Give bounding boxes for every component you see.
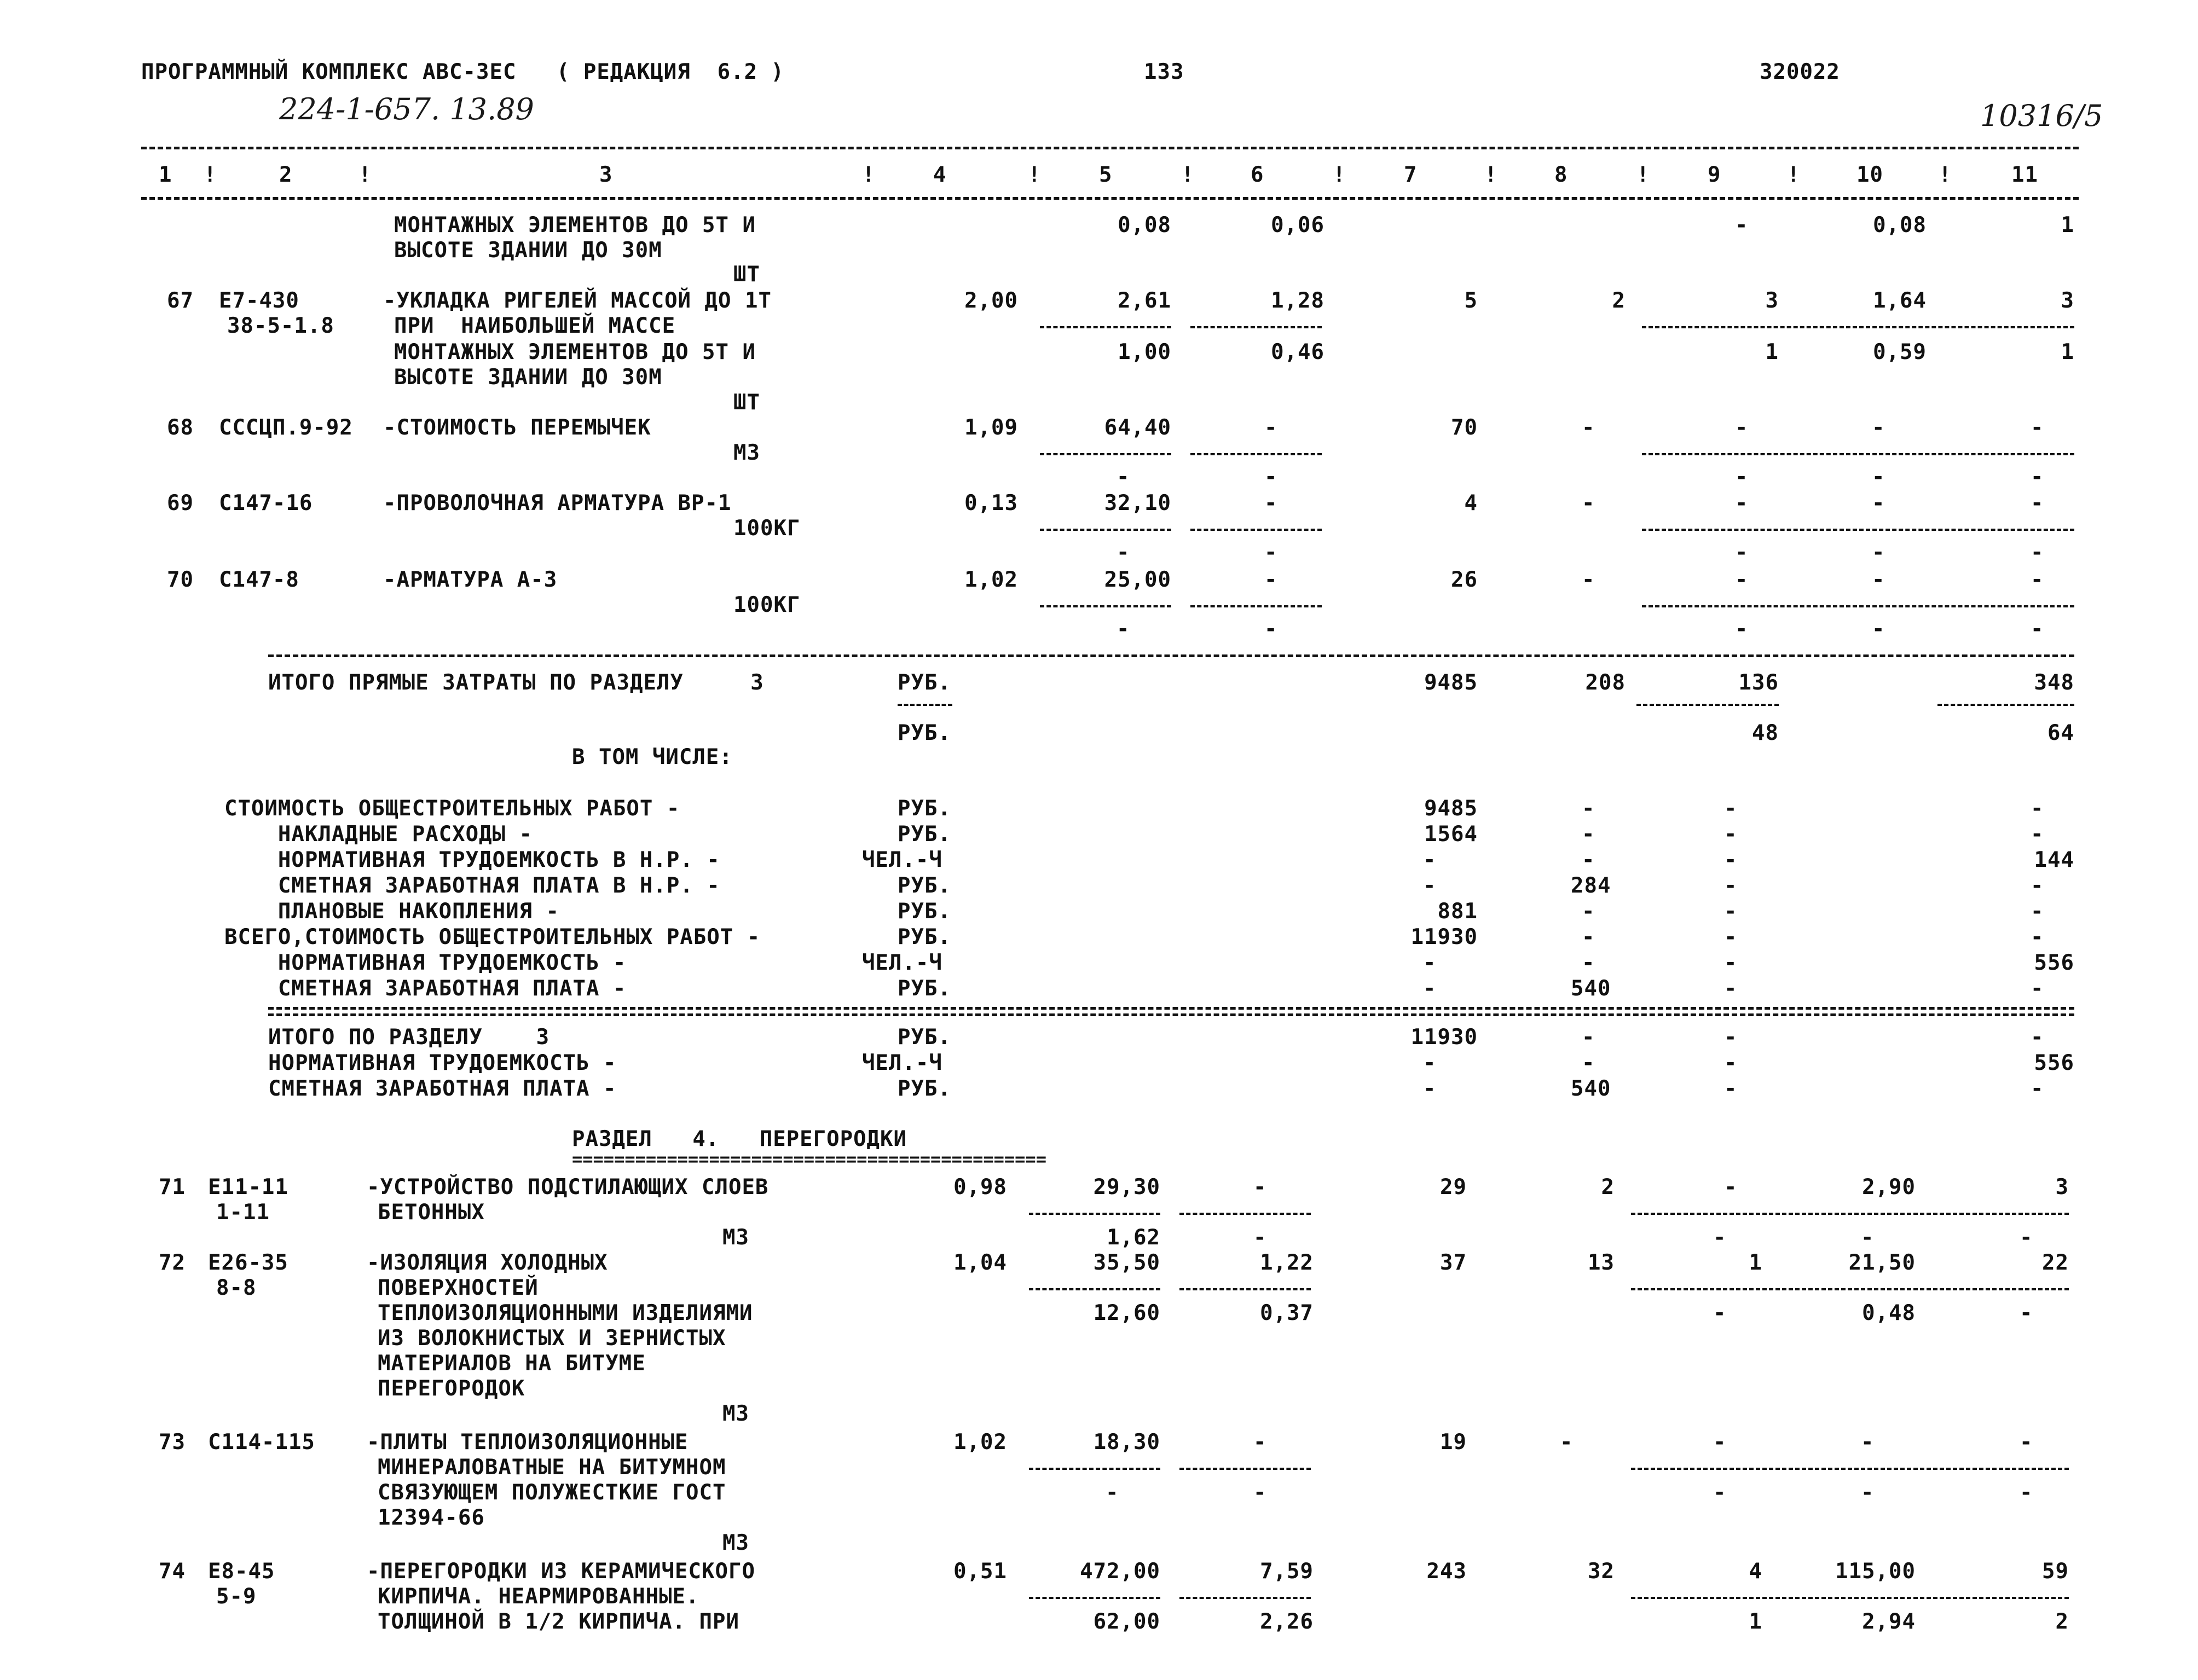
cell-c11b: - bbox=[2020, 1301, 2033, 1325]
cell-c11b: - bbox=[2031, 617, 2044, 641]
cell-c11: - bbox=[2031, 415, 2044, 440]
cell-c4: 0,98 bbox=[953, 1175, 1007, 1200]
unit-label: М3 bbox=[733, 441, 760, 465]
cell-c6b: - bbox=[1253, 1480, 1267, 1505]
breakdown-c7: - bbox=[1423, 873, 1437, 898]
breakdown-unit: ЧЕЛ.-Ч bbox=[862, 848, 942, 872]
section-total-c8: - bbox=[1582, 1025, 1595, 1050]
cell-c4: 1,02 bbox=[964, 567, 1018, 592]
breakdown-c8: - bbox=[1582, 796, 1595, 821]
cell-c9: - bbox=[1724, 1175, 1738, 1200]
cell-divider bbox=[1029, 1597, 1160, 1599]
cell-c6: 7,59 bbox=[1260, 1559, 1314, 1584]
cell-c8: 13 bbox=[1588, 1250, 1615, 1275]
item-text: -АРМАТУРА А-3 bbox=[383, 567, 558, 592]
item-text: ПРИ НАИБОЛЬШЕЙ МАССЕ bbox=[394, 314, 676, 338]
cell-c10: 0,59 bbox=[1873, 340, 1927, 364]
cell-c11: 1 bbox=[2061, 340, 2074, 364]
cell-divider bbox=[1631, 1288, 2069, 1290]
breakdown-c11: - bbox=[2031, 925, 2044, 949]
cell-c6b: - bbox=[1264, 617, 1278, 641]
breakdown-c11: - bbox=[2031, 873, 2044, 898]
cell-divider bbox=[1179, 1597, 1311, 1599]
cell-c10: - bbox=[1861, 1430, 1875, 1455]
total-direct-c8: 208 bbox=[1585, 670, 1626, 695]
col-2: 2 bbox=[279, 163, 293, 187]
cell-divider bbox=[1642, 529, 2074, 531]
section-rule bbox=[268, 654, 2074, 657]
cell-c5b: - bbox=[1106, 1480, 1119, 1505]
row-code-2: 8-8 bbox=[216, 1276, 257, 1300]
col-11: 11 bbox=[2011, 163, 2038, 187]
cell-c4: 0,13 bbox=[964, 491, 1018, 515]
breakdown-c7: 1564 bbox=[1424, 822, 1478, 847]
cell-divider bbox=[1642, 453, 2074, 455]
cell-c4: 1,09 bbox=[964, 415, 1018, 440]
total-direct-label: ИТОГО ПРЯМЫЕ ЗАТРАТЫ ПО РАЗДЕЛУ 3 bbox=[268, 670, 764, 695]
row-code: Е7-430 bbox=[219, 288, 299, 313]
total-direct-c9: 136 bbox=[1738, 670, 1779, 695]
breakdown-label: СТОИМОСТЬ ОБЩЕСТРОИТЕЛЬНЫХ РАБОТ - bbox=[224, 796, 680, 821]
cell-divider bbox=[1040, 453, 1171, 455]
breakdown-unit: РУБ. bbox=[898, 822, 951, 847]
cell-c11: 3 bbox=[2055, 1175, 2069, 1200]
handwritten-sheet-number: 10316/5 bbox=[1980, 99, 2103, 133]
cell-c5: 472,00 bbox=[1080, 1559, 1160, 1584]
cell-c8: 32 bbox=[1588, 1559, 1615, 1584]
breakdown-c8: - bbox=[1582, 848, 1595, 872]
item-text: МИНЕРАЛОВАТНЫЕ НА БИТУМНОМ bbox=[378, 1455, 726, 1480]
cell-c6: - bbox=[1264, 567, 1278, 592]
breakdown-unit: РУБ. bbox=[898, 925, 951, 949]
cell-divider bbox=[1190, 453, 1322, 455]
cell-c5b: - bbox=[1117, 465, 1130, 489]
cell-c10b: - bbox=[1861, 1225, 1875, 1250]
section-total-c11: - bbox=[2031, 1076, 2044, 1101]
cell-c6b: 2,26 bbox=[1260, 1609, 1314, 1634]
cell-c11: 22 bbox=[2042, 1250, 2069, 1275]
cell-c7: 37 bbox=[1440, 1250, 1467, 1275]
section-total-unit: РУБ. bbox=[898, 1076, 951, 1101]
row-number: 68 bbox=[167, 415, 194, 440]
cell-c7: 243 bbox=[1426, 1559, 1467, 1584]
cell-c9b: - bbox=[1735, 617, 1749, 641]
unit-label: М3 bbox=[722, 1225, 749, 1250]
row-code: Е8-45 bbox=[208, 1559, 275, 1584]
cell-c9b: - bbox=[1735, 465, 1749, 489]
cell-c7: 26 bbox=[1451, 567, 1478, 592]
cell-c10b: - bbox=[1872, 540, 1885, 565]
col-sep: ! bbox=[1333, 163, 1346, 187]
breakdown-c8: 284 bbox=[1571, 873, 1611, 898]
cell-c6: - bbox=[1264, 415, 1278, 440]
item-text: 12394-66 bbox=[378, 1505, 485, 1530]
section-rule bbox=[268, 1007, 2074, 1010]
section-total-label: ИТОГО ПО РАЗДЕЛУ 3 bbox=[268, 1025, 550, 1050]
item-text: ВЫСОТЕ ЗДАНИИ ДО 30М bbox=[394, 365, 662, 390]
cell-divider bbox=[1179, 1288, 1311, 1290]
row-code-2: 1-11 bbox=[216, 1200, 270, 1225]
total-direct-c7: 9485 bbox=[1424, 670, 1478, 695]
total-direct-c11: 348 bbox=[2034, 670, 2074, 695]
section-total-c9: - bbox=[1724, 1076, 1738, 1101]
section-total-unit: РУБ. bbox=[898, 1025, 951, 1050]
cell-c9b: - bbox=[1713, 1225, 1727, 1250]
cell-c5: 35,50 bbox=[1093, 1250, 1160, 1275]
section-heading-underline: ============================================= bbox=[572, 1149, 1046, 1169]
col-3: 3 bbox=[599, 163, 613, 187]
program-title: ПРОГРАММНЫЙ КОМПЛЕКС АВС-ЗЕС ( РЕДАКЦИЯ 6.2 ) bbox=[141, 60, 785, 84]
breakdown-c11: - bbox=[2031, 976, 2044, 1001]
section-total-c11: - bbox=[2031, 1025, 2044, 1050]
cell-c10: 2,90 bbox=[1862, 1175, 1916, 1200]
row-code: С114-115 bbox=[208, 1430, 315, 1455]
col-sep: ! bbox=[204, 163, 217, 187]
cell-c4: 1,02 bbox=[953, 1430, 1007, 1455]
cell-c5b: 12,60 bbox=[1093, 1301, 1160, 1325]
item-text: -ПЕРЕГОРОДКИ ИЗ КЕРАМИЧЕСКОГО bbox=[367, 1559, 755, 1584]
col-9: 9 bbox=[1708, 163, 1721, 187]
cell-c5b: - bbox=[1117, 540, 1130, 565]
cell-c9: 4 bbox=[1749, 1559, 1762, 1584]
col-6: 6 bbox=[1251, 163, 1264, 187]
cell-c10: - bbox=[1872, 415, 1885, 440]
cell-c6: - bbox=[1264, 491, 1278, 515]
section-total-label: НОРМАТИВНАЯ ТРУДОЕМКОСТЬ - bbox=[268, 1051, 617, 1075]
cell-c6: 1,28 bbox=[1271, 288, 1324, 313]
breakdown-label: НАКЛАДНЫЕ РАСХОДЫ - bbox=[224, 822, 533, 847]
cell-c5: 18,30 bbox=[1093, 1430, 1160, 1455]
item-text: ПЕРЕГОРОДОК bbox=[378, 1376, 525, 1401]
handwritten-project-number: 224-1-657. 13.89 bbox=[279, 92, 534, 126]
cell-c11b: - bbox=[2031, 465, 2044, 489]
section-total-label: СМЕТНАЯ ЗАРАБОТНАЯ ПЛАТА - bbox=[268, 1076, 617, 1101]
cell-c8: - bbox=[1560, 1430, 1574, 1455]
cell-c11b: 2 bbox=[2055, 1609, 2069, 1634]
section-total-unit: ЧЕЛ.-Ч bbox=[862, 1051, 942, 1075]
cell-c4: 2,00 bbox=[964, 288, 1018, 313]
row-number: 74 bbox=[159, 1559, 186, 1584]
col-sep: ! bbox=[1028, 163, 1042, 187]
item-text: КИРПИЧА. НЕАРМИРОВАННЫЕ. bbox=[378, 1584, 699, 1609]
section-heading: РАЗДЕЛ 4. ПЕРЕГОРОДКИ bbox=[572, 1127, 907, 1151]
col-8: 8 bbox=[1554, 163, 1568, 187]
cell-c7: 70 bbox=[1451, 415, 1478, 440]
breakdown-c9: - bbox=[1724, 848, 1738, 872]
item-text: -УСТРОЙСТВО ПОДСТИЛАЮЩИХ СЛОЕВ bbox=[367, 1175, 769, 1200]
unit-label: М3 bbox=[722, 1401, 749, 1426]
cell-c7: 29 bbox=[1440, 1175, 1467, 1200]
cell-c11: 3 bbox=[2061, 288, 2074, 313]
cell-divider bbox=[1631, 1468, 2069, 1470]
breakdown-c7: - bbox=[1423, 976, 1437, 1001]
section-total-c9: - bbox=[1724, 1025, 1738, 1050]
breakdown-c7: - bbox=[1423, 848, 1437, 872]
header-bottom-rule bbox=[141, 197, 2079, 200]
col-sep: ! bbox=[1181, 163, 1195, 187]
breakdown-c11: - bbox=[2031, 899, 2044, 924]
breakdown-unit: РУБ. bbox=[898, 796, 951, 821]
row-number: 71 bbox=[159, 1175, 186, 1200]
cell-c6: - bbox=[1253, 1430, 1267, 1455]
cell-c10: - bbox=[1872, 491, 1885, 515]
item-text: -ИЗОЛЯЦИЯ ХОЛОДНЫХ bbox=[367, 1250, 608, 1275]
breakdown-c11: 556 bbox=[2034, 951, 2074, 975]
unit-label: 100КГ bbox=[733, 516, 801, 541]
cell-c9: - bbox=[1735, 491, 1749, 515]
section-total-c7: - bbox=[1423, 1076, 1437, 1101]
section-total-c9: - bbox=[1724, 1051, 1738, 1075]
item-text: МОНТАЖНЫХ ЭЛЕМЕНТОВ ДО 5Т И bbox=[394, 213, 756, 237]
cell-c11: 59 bbox=[2042, 1559, 2069, 1584]
total-direct-unit: РУБ. bbox=[898, 670, 951, 695]
breakdown-c8: 540 bbox=[1571, 976, 1611, 1001]
item-text: -УКЛАДКА РИГЕЛЕЙ МАССОЙ ДО 1Т bbox=[383, 288, 772, 313]
cell-c6b: - bbox=[1253, 1225, 1267, 1250]
breakdown-label: ПЛАНОВЫЕ НАКОПЛЕНИЯ - bbox=[224, 899, 559, 924]
cell-c9b: 1 bbox=[1749, 1609, 1762, 1634]
cell-c8: 2 bbox=[1612, 288, 1626, 313]
cell-c7: 19 bbox=[1440, 1430, 1467, 1455]
cell-c9: - bbox=[1735, 213, 1749, 237]
cell-c6b: - bbox=[1264, 465, 1278, 489]
col-7: 7 bbox=[1404, 163, 1418, 187]
breakdown-c9: - bbox=[1724, 951, 1738, 975]
cell-c9b: - bbox=[1735, 540, 1749, 565]
cell-c6b: - bbox=[1264, 540, 1278, 565]
item-text: МАТЕРИАЛОВ НА БИТУМЕ bbox=[378, 1351, 646, 1376]
col-4: 4 bbox=[933, 163, 947, 187]
col-sep: ! bbox=[1636, 163, 1650, 187]
item-text: БЕТОННЫХ bbox=[378, 1200, 485, 1225]
cell-c10: 21,50 bbox=[1848, 1250, 1916, 1275]
breakdown-label: НОРМАТИВНАЯ ТРУДОЕМКОСТЬ В Н.Р. - bbox=[224, 848, 720, 872]
cell-c5b: 1,62 bbox=[1107, 1225, 1160, 1250]
breakdown-label: ВСЕГО,СТОИМОСТЬ ОБЩЕСТРОИТЕЛЬНЫХ РАБОТ - bbox=[224, 925, 761, 949]
breakdown-c9: - bbox=[1724, 899, 1738, 924]
item-text: СВЯЗУЮЩЕМ ПОЛУЖЕСТКИЕ ГОСТ bbox=[378, 1480, 726, 1505]
col-sep: ! bbox=[1939, 163, 1952, 187]
row-number: 67 bbox=[167, 288, 194, 313]
item-text: -ПЛИТЫ ТЕПЛОИЗОЛЯЦИОННЫЕ bbox=[367, 1430, 689, 1455]
cell-divider bbox=[1190, 605, 1322, 607]
breakdown-c11: - bbox=[2031, 822, 2044, 847]
cell-divider bbox=[1040, 326, 1171, 328]
breakdown-c7: 11930 bbox=[1410, 925, 1478, 949]
item-text: ТОЛЩИНОЙ В 1/2 КИРПИЧА. ПРИ bbox=[378, 1609, 739, 1634]
cell-c5: 29,30 bbox=[1093, 1175, 1160, 1200]
cell-c9b: - bbox=[1713, 1301, 1727, 1325]
item-text: МОНТАЖНЫХ ЭЛЕМЕНТОВ ДО 5Т И bbox=[394, 340, 756, 364]
cell-divider bbox=[1631, 1597, 2069, 1599]
item-text: -ПРОВОЛОЧНАЯ АРМАТУРА ВР-1 bbox=[383, 491, 732, 515]
item-text: ВЫСОТЕ ЗДАНИИ ДО 30М bbox=[394, 238, 662, 263]
col-5: 5 bbox=[1099, 163, 1113, 187]
cell-c10b: - bbox=[1872, 465, 1885, 489]
breakdown-c8: - bbox=[1582, 822, 1595, 847]
cell-c8: - bbox=[1582, 491, 1595, 515]
cell-c10: 0,08 bbox=[1873, 213, 1927, 237]
cell-divider bbox=[1029, 1213, 1160, 1215]
breakdown-c7: 9485 bbox=[1424, 796, 1478, 821]
cell-c10b: - bbox=[1861, 1480, 1875, 1505]
cell-c6: 1,22 bbox=[1260, 1250, 1314, 1275]
cell-c6: - bbox=[1253, 1175, 1267, 1200]
row-code-2: 38-5-1.8 bbox=[227, 314, 334, 338]
cell-c11: - bbox=[2031, 567, 2044, 592]
cell-divider bbox=[1040, 605, 1171, 607]
col-10: 10 bbox=[1856, 163, 1883, 187]
cell-c6: 0,06 bbox=[1271, 213, 1324, 237]
including-heading: В ТОМ ЧИСЛЕ: bbox=[572, 745, 733, 769]
cell-divider bbox=[1642, 605, 2074, 607]
breakdown-unit: ЧЕЛ.-Ч bbox=[862, 951, 942, 975]
cell-c8: - bbox=[1582, 567, 1595, 592]
page-number: 133 bbox=[1144, 60, 1184, 84]
row-number: 73 bbox=[159, 1430, 186, 1455]
row-code: С147-8 bbox=[219, 567, 299, 592]
cell-divider bbox=[1636, 704, 1779, 706]
cell-c4: 0,51 bbox=[953, 1559, 1007, 1584]
cell-c10b: - bbox=[1872, 617, 1885, 641]
cell-divider bbox=[1631, 1213, 2069, 1215]
breakdown-c9: - bbox=[1724, 925, 1738, 949]
col-sep: ! bbox=[358, 163, 372, 187]
total-direct-c9b: 48 bbox=[1752, 721, 1779, 745]
cell-c11b: - bbox=[2020, 1480, 2033, 1505]
cell-c10b: 0,48 bbox=[1862, 1301, 1916, 1325]
col-1: 1 bbox=[159, 163, 172, 187]
cell-c5: 64,40 bbox=[1104, 415, 1171, 440]
cell-c9b: - bbox=[1713, 1480, 1727, 1505]
breakdown-c8: - bbox=[1582, 925, 1595, 949]
section-total-c8: - bbox=[1582, 1051, 1595, 1075]
cell-c5b: 62,00 bbox=[1093, 1609, 1160, 1634]
cell-c6b: 0,37 bbox=[1260, 1301, 1314, 1325]
header-top-rule bbox=[141, 147, 2079, 149]
cell-c9: 3 bbox=[1765, 288, 1779, 313]
cell-c9: - bbox=[1713, 1430, 1727, 1455]
cell-divider bbox=[1179, 1213, 1311, 1215]
cell-c6: 0,46 bbox=[1271, 340, 1324, 364]
cell-c11: - bbox=[2020, 1430, 2033, 1455]
cell-c5: 32,10 bbox=[1104, 491, 1171, 515]
cell-divider bbox=[1029, 1288, 1160, 1290]
item-text: ПОВЕРХНОСТЕЙ bbox=[378, 1276, 539, 1300]
breakdown-unit: РУБ. bbox=[898, 976, 951, 1001]
section-total-c7: - bbox=[1423, 1051, 1437, 1075]
breakdown-c9: - bbox=[1724, 822, 1738, 847]
breakdown-c7: - bbox=[1423, 951, 1437, 975]
cell-c5: 2,61 bbox=[1118, 288, 1171, 313]
cell-c10: - bbox=[1872, 567, 1885, 592]
row-number: 72 bbox=[159, 1250, 186, 1275]
item-text: -СТОИМОСТЬ ПЕРЕМЫЧЕК bbox=[383, 415, 651, 440]
cell-c5: 0,08 bbox=[1118, 213, 1171, 237]
row-code-2: 5-9 bbox=[216, 1584, 257, 1609]
row-code: С147-16 bbox=[219, 491, 313, 515]
cell-divider bbox=[898, 704, 952, 706]
breakdown-label: СМЕТНАЯ ЗАРАБОТНАЯ ПЛАТА В Н.Р. - bbox=[224, 873, 720, 898]
breakdown-c9: - bbox=[1724, 976, 1738, 1001]
col-sep: ! bbox=[862, 163, 876, 187]
cell-c7: 4 bbox=[1464, 491, 1478, 515]
cell-c10: 115,00 bbox=[1835, 1559, 1916, 1584]
row-number: 69 bbox=[167, 491, 194, 515]
cell-c5b: - bbox=[1117, 617, 1130, 641]
breakdown-c9: - bbox=[1724, 796, 1738, 821]
cell-c4: 1,04 bbox=[953, 1250, 1007, 1275]
breakdown-c7: 881 bbox=[1437, 899, 1478, 924]
unit-label: ШТ bbox=[733, 262, 760, 287]
unit-label: М3 bbox=[722, 1531, 749, 1555]
section-total-c11: 556 bbox=[2034, 1051, 2074, 1075]
cell-c10: 1,64 bbox=[1873, 288, 1927, 313]
breakdown-c9: - bbox=[1724, 873, 1738, 898]
row-code: Е26-35 bbox=[208, 1250, 288, 1275]
breakdown-label: СМЕТНАЯ ЗАРАБОТНАЯ ПЛАТА - bbox=[224, 976, 627, 1001]
item-text: ТЕПЛОИЗОЛЯЦИОННЫМИ ИЗДЕЛИЯМИ bbox=[378, 1301, 753, 1325]
cell-divider bbox=[1029, 1468, 1160, 1470]
row-number: 70 bbox=[167, 567, 194, 592]
cell-c8: - bbox=[1582, 415, 1595, 440]
cell-divider bbox=[1190, 529, 1322, 531]
cell-c11b: - bbox=[2020, 1225, 2033, 1250]
total-direct-c11b: 64 bbox=[2047, 721, 2074, 745]
breakdown-c8: - bbox=[1582, 951, 1595, 975]
section-total-c8: 540 bbox=[1571, 1076, 1611, 1101]
section-rule bbox=[268, 1013, 2074, 1016]
cell-divider bbox=[1642, 326, 2074, 328]
unit-label: 100КГ bbox=[733, 593, 801, 617]
breakdown-c8: - bbox=[1582, 899, 1595, 924]
cell-divider bbox=[1040, 529, 1171, 531]
cell-c10b: 2,94 bbox=[1862, 1609, 1916, 1634]
cell-c8: 2 bbox=[1601, 1175, 1615, 1200]
breakdown-unit: РУБ. bbox=[898, 873, 951, 898]
row-code: Е11-11 bbox=[208, 1175, 288, 1200]
cell-c9: 1 bbox=[1749, 1250, 1762, 1275]
cell-c7: 5 bbox=[1464, 288, 1478, 313]
total-direct-unit-2: РУБ. bbox=[898, 721, 951, 745]
cell-c9: - bbox=[1735, 567, 1749, 592]
cell-divider bbox=[1179, 1468, 1311, 1470]
breakdown-label: НОРМАТИВНАЯ ТРУДОЕМКОСТЬ - bbox=[224, 951, 627, 975]
unit-label: ШТ bbox=[733, 390, 760, 415]
col-sep: ! bbox=[1787, 163, 1801, 187]
col-sep: ! bbox=[1484, 163, 1498, 187]
cell-c9: 1 bbox=[1765, 340, 1779, 364]
breakdown-c11: - bbox=[2031, 796, 2044, 821]
cell-c11: 1 bbox=[2061, 213, 2074, 237]
cell-divider bbox=[1937, 704, 2074, 706]
cell-c11: - bbox=[2031, 491, 2044, 515]
document-code: 320022 bbox=[1760, 60, 1840, 84]
breakdown-c11: 144 bbox=[2034, 848, 2074, 872]
item-text: ИЗ ВОЛОКНИСТЫХ И ЗЕРНИСТЫХ bbox=[378, 1326, 726, 1351]
breakdown-unit: РУБ. bbox=[898, 899, 951, 924]
cell-c9: - bbox=[1735, 415, 1749, 440]
cell-divider bbox=[1190, 326, 1322, 328]
section-total-c7: 11930 bbox=[1410, 1025, 1478, 1050]
cell-c11b: - bbox=[2031, 540, 2044, 565]
row-code: СССЦП.9-92 bbox=[219, 415, 353, 440]
cell-c5: 25,00 bbox=[1104, 567, 1171, 592]
cell-c5: 1,00 bbox=[1118, 340, 1171, 364]
